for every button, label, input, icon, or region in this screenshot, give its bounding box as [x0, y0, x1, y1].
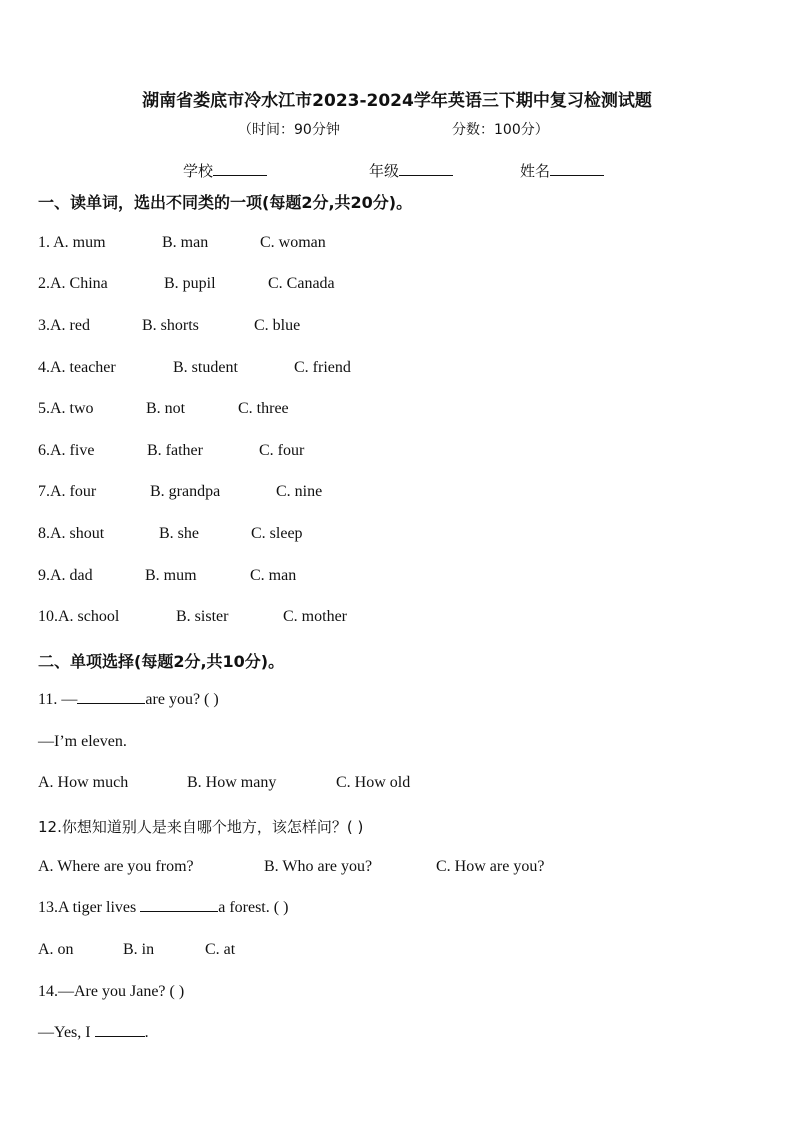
option-b: B. man [162, 234, 209, 251]
q14-answer-line [38, 1024, 149, 1042]
grade-field [369, 160, 453, 181]
option-b: B. Who are you? [264, 858, 373, 875]
section-1-heading: 一、读单词，选出不同类的一项(每题2分,共20分)。 [38, 193, 413, 212]
q13-prefix: 13.A tiger lives [38, 899, 141, 916]
option-a: A. Where are you from? [38, 858, 194, 875]
option-c: C. nine [276, 483, 323, 500]
option-b: B. shorts [142, 317, 199, 334]
exam-time: （时间：90分钟 [238, 122, 340, 138]
option-a: 6.A. five [38, 442, 95, 459]
question-11 [38, 691, 219, 709]
question-14: 14.—Are you Jane? ( ) [38, 983, 185, 1000]
name-field [520, 160, 604, 181]
option-b: B. grandpa [150, 483, 221, 500]
option-a: 4.A. teacher [38, 359, 116, 376]
option-b: B. mum [145, 567, 197, 584]
name-blank[interactable] [550, 161, 604, 176]
q14-answer-prefix: —Yes, I [38, 1024, 95, 1041]
option-b: B. in [123, 941, 155, 958]
option-a: 3.A. red [38, 317, 90, 334]
q11-answer-line: —I’m eleven. [38, 733, 127, 750]
school-label: 学校 [183, 162, 214, 180]
section-2-heading: 二、单项选择(每题2分,共10分)。 [38, 652, 285, 671]
grade-blank[interactable] [399, 161, 453, 176]
option-c: C. four [259, 442, 305, 459]
name-label: 姓名 [520, 162, 551, 180]
option-a: 5.A. two [38, 400, 94, 417]
option-b: B. she [159, 525, 199, 542]
option-a: 2.A. China [38, 275, 108, 292]
option-c: C. Canada [268, 275, 335, 292]
option-c: C. at [205, 941, 236, 958]
option-a: 7.A. four [38, 483, 97, 500]
option-a: 8.A. shout [38, 525, 105, 542]
option-c: C. blue [254, 317, 301, 334]
option-a: A. on [38, 941, 74, 958]
option-a: A. How much [38, 774, 129, 791]
q13-suffix: a forest. ( ) [218, 899, 289, 916]
option-a: 10.A. school [38, 608, 120, 625]
option-b: B. sister [176, 608, 229, 625]
option-c: C. How old [336, 774, 411, 791]
q13-blank[interactable] [140, 899, 218, 912]
option-b: B. How many [187, 774, 277, 791]
q14-answer-suffix: . [144, 1024, 149, 1041]
school-blank[interactable] [213, 161, 267, 176]
option-c: C. sleep [251, 525, 303, 542]
option-b: B. student [173, 359, 238, 376]
q11-suffix: are you? ( ) [145, 691, 219, 708]
option-c: C. mother [283, 608, 347, 625]
question-13 [38, 899, 288, 917]
option-b: B. pupil [164, 275, 216, 292]
option-c: C. How are you? [436, 858, 545, 875]
option-c: C. friend [294, 359, 351, 376]
option-c: C. three [238, 400, 289, 417]
option-c: C. woman [260, 234, 326, 251]
q11-prefix: 11. — [38, 691, 78, 708]
option-a: 1. A. mum [38, 234, 106, 251]
exam-title: 湖南省娄底市冷水江市2023-2024学年英语三下期中复习检测试题 [142, 91, 652, 111]
school-field [183, 160, 267, 181]
exam-score: 分数：100分） [452, 122, 549, 138]
option-b: B. not [146, 400, 186, 417]
option-a: 9.A. dad [38, 567, 93, 584]
option-b: B. father [147, 442, 203, 459]
q11-blank[interactable] [77, 691, 145, 704]
option-c: C. man [250, 567, 297, 584]
grade-label: 年级 [369, 162, 400, 180]
q14-blank[interactable] [95, 1024, 145, 1037]
question-12: 12.你想知道别人是来自哪个地方，该怎样问？( ) [38, 818, 364, 836]
